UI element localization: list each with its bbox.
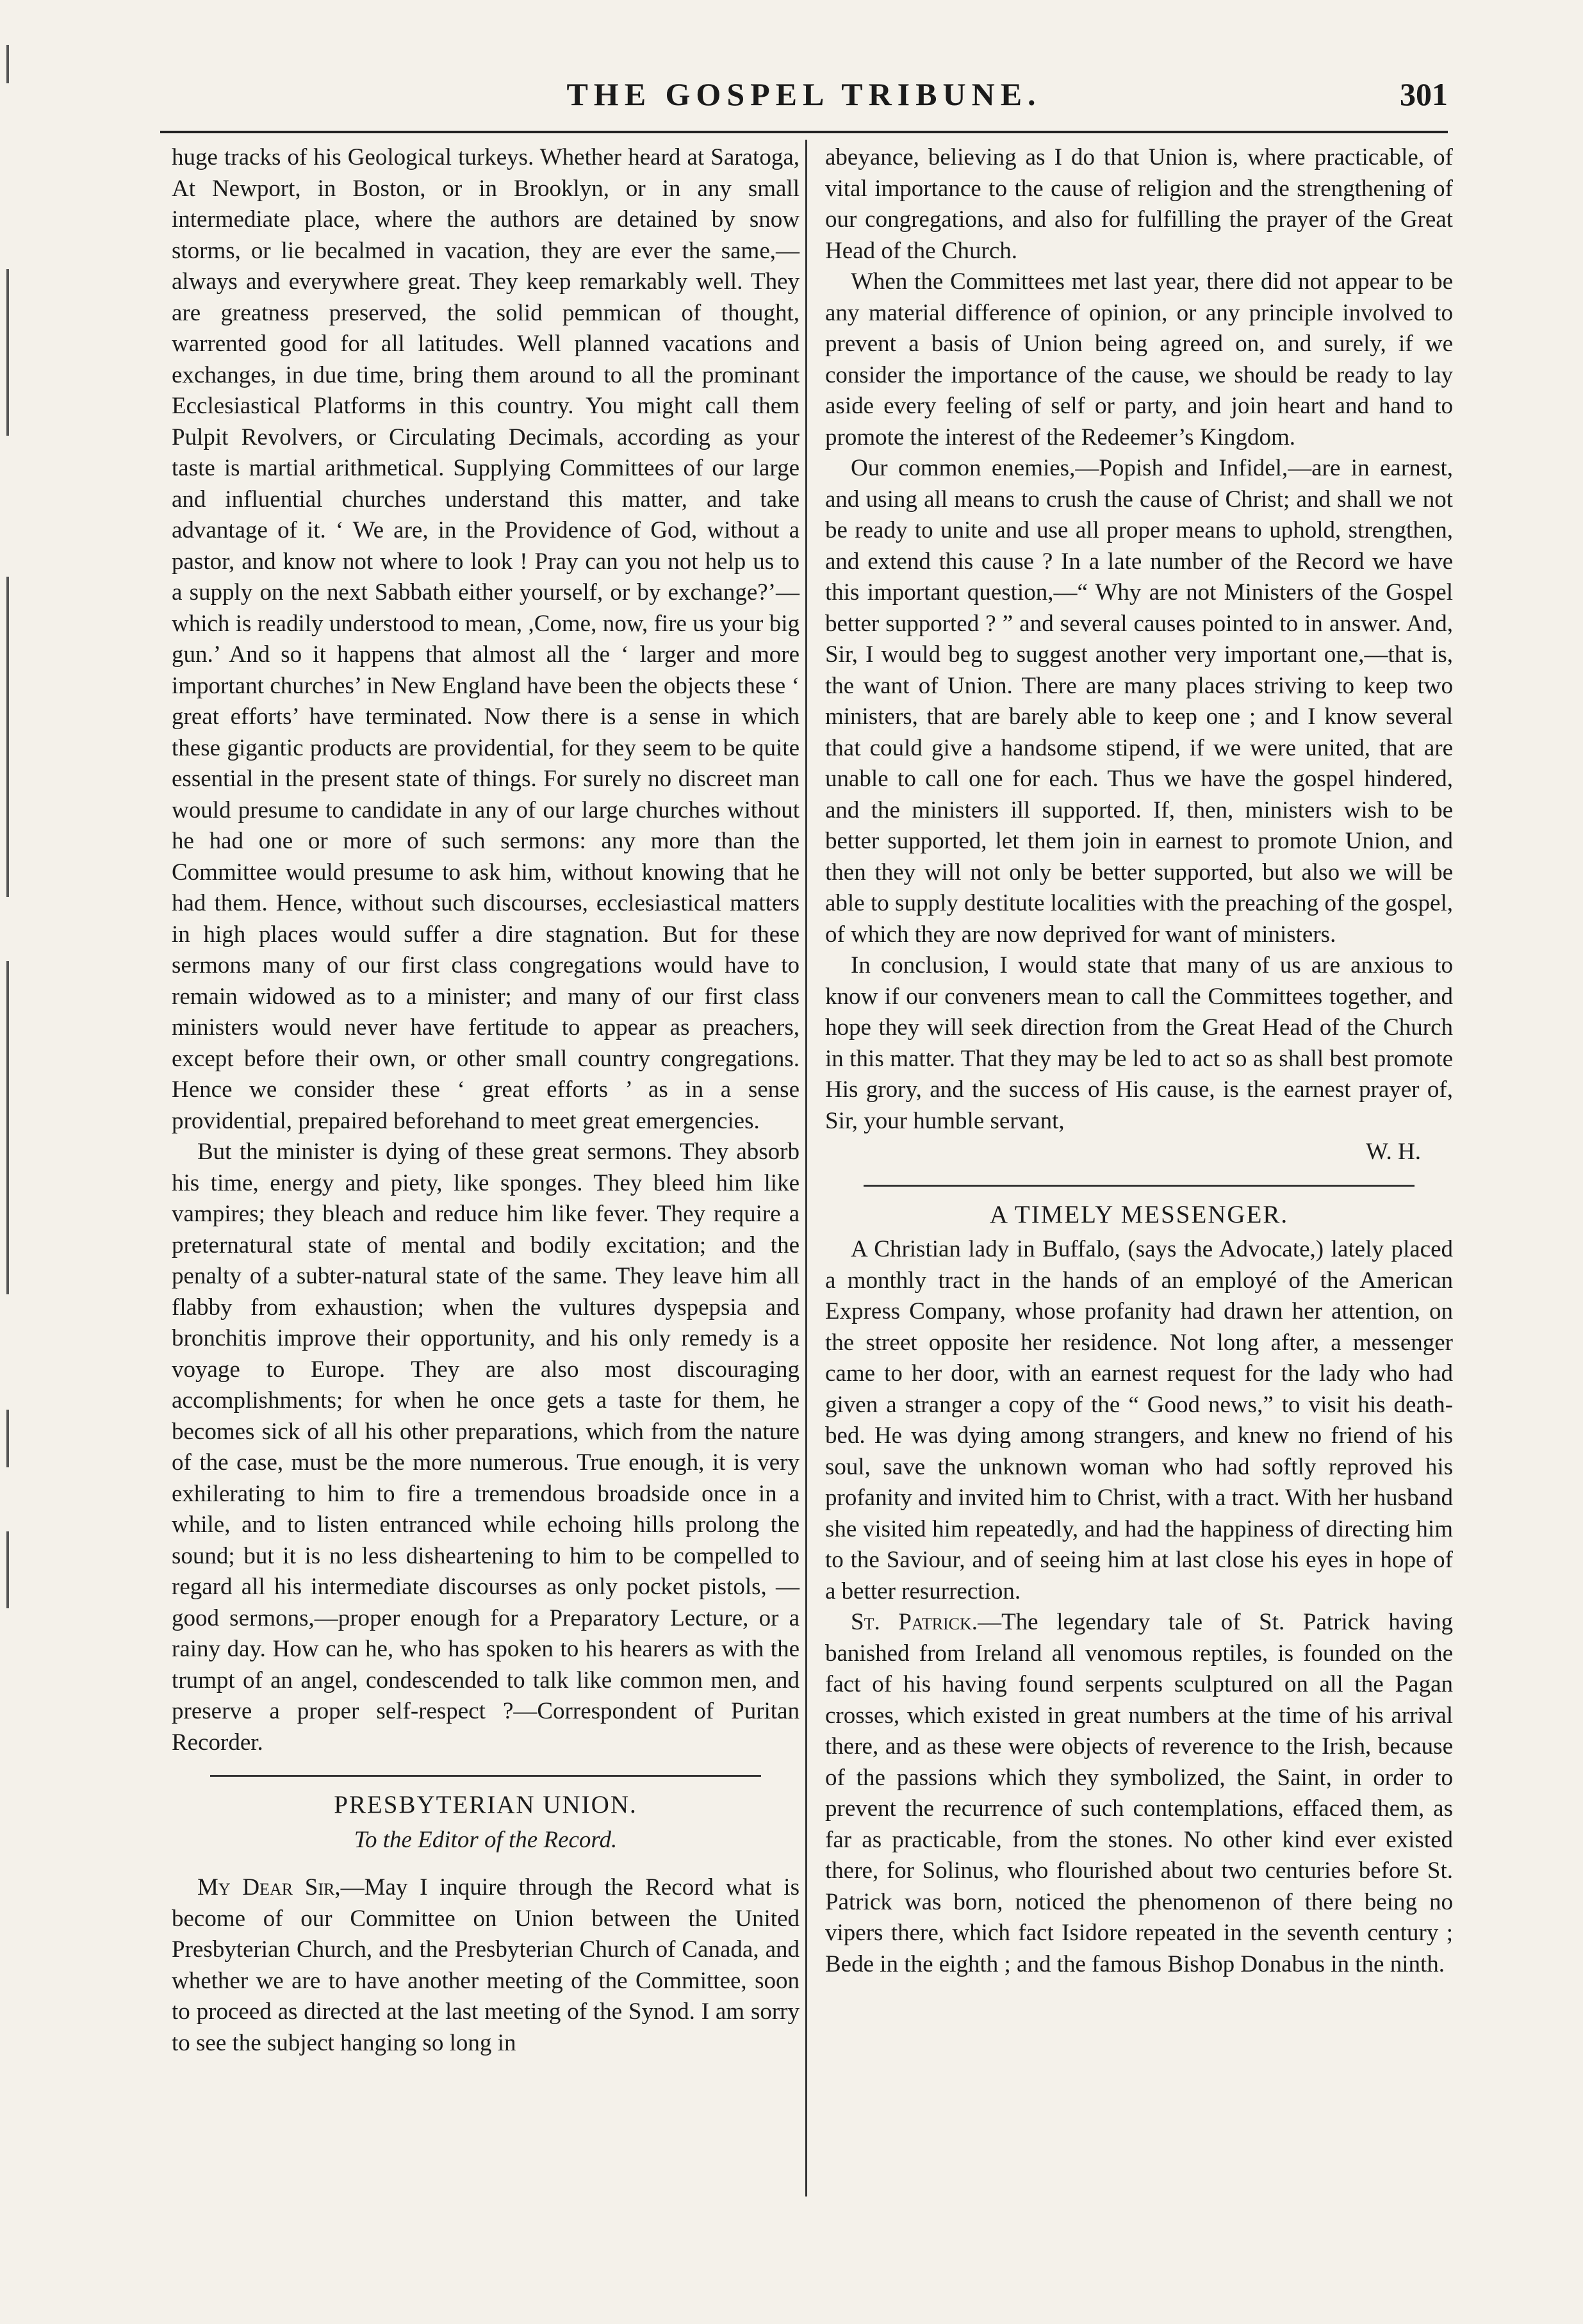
page-number: 301 — [1400, 76, 1448, 112]
salutation: My Dear Sir, — [197, 1874, 341, 1900]
letter-paragraph: In conclusion, I would state that many of us are anxious to know if our conveners mean to call the Committees together, and hope they will seek direction from the Great Head of the Church in this matter. That they may be led to act so as shall best promote His grory, and the success of His cause, is the earnest prayer of, Sir, your humble servant, — [825, 952, 1453, 1134]
section-divider — [864, 1185, 1415, 1187]
scan-edge-marks — [6, 0, 51, 2324]
left-column — [172, 142, 800, 2059]
right-column — [825, 142, 1453, 1980]
column-divider — [805, 140, 807, 2196]
page-header — [160, 76, 1448, 120]
section-title-timely-messenger: A TIMELY MESSENGER. — [989, 1200, 1289, 1228]
article-paragraph: huge tracks of his Geological turkeys. Whether heard at Saratoga, At Newport, in Boston, or in Brooklyn, or in any small intermediate place, where the authors are detained by snow storms, or lie becalmed in vacation, they are ever the same,—always and everywhere great. They keep remarkably well. They are greatness preserved, the solid pemmican of thought, warrented good for all latitudes. Well planned vacations and exchanges, in due time, bring them around to all the prominant Ecclesiastical Platforms in this country. You might call them Pulpit Revolvers, or Circulating Decimals, according as your taste is martial arithmetical. Supplying Committees of our large and influential churches understand this matter, and take advantage of it. ‘ We are, in the Providence of God, without a pastor, and know not where to look ! Pray can you not help us to a supply on the next Sabbath either yourself, or by exchange?’—which is readily understood to mean, ,Come, now, fire us your big gun.’ And so it happens that almost all the ‘ larger and more important churches’ in New England have been the objects these ‘ great efforts’ have terminated. Now there is a sense in which these gigantic products are providential, for they seem to be quite essential in the present state of things. For surely no discreet man would presume to candidate in any of our large churches without he had one or more of such sermons: any more than the Committee would presume to ask him, without knowing that he had them. Hence, without such discourses, ecclesiastical matters in high places would suffer a dire stagnation. But for these sermons many of our first class congregations would have to remain widowed as to a minister; and many of our first class ministers would never have fertitude to appear as preachers, except before their own, or other small country congregations. Hence we consider these ‘ great efforts ’ as in a sense providential, prepaired beforehand to meet great emergencies. — [172, 144, 800, 1134]
letter-paragraph: Our common enemies,—Popish and Infidel,—are in earnest, and using all means to crush the cause of Christ; and shall we not be ready to unite and use all proper means to uphold, strengthen, and extend this cause ? In a late number of the Record we have this important question,—“ Why are not Ministers of the Gospel better supported ? ” and several causes pointed to in answer. And, Sir, I would beg to suggest another very important one,—that is, the want of Union. There are many places striving to keep two ministers, that are barely able to keep one ; and I know several that could give a handsome stipend, if we were united, that are unable to call one for each. Thus we have the gospel hindered, and the ministers ill supported. If, then, ministers wish to be better supported, let them join in earnest to promote Union, and then they will not only be better supported, but also we will be able to supply destitute localities with the preaching of the gospel, of which they are now deprived for want of ministers. — [825, 455, 1453, 948]
letter-paragraph: abeyance, believing as I do that Union is, where practicable, of vital importance to the cause of religion and the strengthening of our congregations, and also for fulfilling the prayer of the Great Head of the Church. — [825, 144, 1453, 264]
letter-paragraph — [172, 1872, 800, 2059]
item-body: —The legendary tale of St. Patrick having banished from Ireland all venomous reptiles, is founded on the fact of his having found serpents sculptured on all the Pagan crosses, which existed in great numbers at the time of his arrival there, and as these were objects of reverence to the Irish, because of the passions which they symbolized, the Saint, in order to prevent the recurrence of such contemplations, effaced them, as far as practicable, from the stones. No other kind ever existed there, for Solinus, who flourished about two centuries before St. Patrick was born, noticed the phenomenon of there being no vipers there, which fact Isidore repeated in the seventh century ; Bede in the eighth ; and the famous Bishop Donabus in the ninth. — [825, 1609, 1454, 1977]
publication-title: THE GOSPEL TRIBUNE. — [566, 76, 1042, 112]
header-rule — [160, 131, 1448, 133]
section-subtitle: To the Editor of the Record. — [354, 1826, 618, 1853]
article-paragraph: But the minister is dying of these great sermons. They absorb his time, energy and piety, like sponges. They bleed him like vampires; they bleach and reduce him like fever. They require a preternatural state of mental and bodily excitation; and the penalty of a subter-natural state of the same. They leave him all flabby from exhaustion; when the vultures dyspepsia and bronchitis improve their opportunity, and his only remedy is a voyage to Europe. They are also most discouraging accomplishments; for when he once gets a taste for them, he becomes sick of all his other preparations, which from the nature of the case, must be the more numerous. True enough, it is very exhilerating to him to fire a tremendous broadside once in a while, and to listen entranced while echoing hills prolong the sound; but it is no less disheartening to him to be compelled to regard all his intermediate discourses as only pocket pistols, —good sermons,—proper enough for a Preparatory Lecture, or a rainy day. How can he, who has spoken to his hearers as with the trumpt of an angel, condescended to talk like common men, and preserve a proper self-respect ?—Correspondent of Puritan Recorder. — [172, 1139, 800, 1756]
item-lead: St. Patrick. — [851, 1609, 978, 1635]
section-divider — [210, 1775, 761, 1777]
letter-paragraph: When the Committees met last year, there did not appear to be any material difference of opinion, or any principle involved to prevent a basis of Union being agreed on, and surely, if we consider the importance of the cause, we should be ready to lay aside every feeling of self or party, and join heart and hand to promote the interest of the Redeemer’s Kingdom. — [825, 268, 1453, 450]
section-title-presbyterian-union: PRESBYTERIAN UNION. — [334, 1791, 637, 1818]
letter-body: —May I inquire through the Record what is become of our Committee on Union between the United Presbyterian Church, and the Presbyterian Church of Canada, and whether we are to have another meeting of the Committee, soon to proceed as directed at the last meeting of the Synod. I am sorry to see the subject hanging so long in — [172, 1874, 800, 2056]
letter-signature: W. H. — [1366, 1139, 1421, 1165]
article-paragraph: A Christian lady in Buffalo, (says the Advocate,) lately placed a monthly tract in the hands of an employé of the American Express Company, whose profanity had drawn her attention, on the street opposite her residence. Not long after, a messenger came to her door, with an earnest request for the lady who had given a stranger a copy of the “ Good news,” to visit his death-bed. He was dying among strangers, and knew no friend of his soul, save the unknown woman who had softly reproved his profanity and invited him to Christ, with a tract. With her husband she visited him repeatedly, and had the happiness of directing him to the Saviour, and of seeing him at last close his eyes in hope of a better resurrection. — [825, 1236, 1453, 1604]
article-paragraph — [825, 1607, 1453, 1980]
